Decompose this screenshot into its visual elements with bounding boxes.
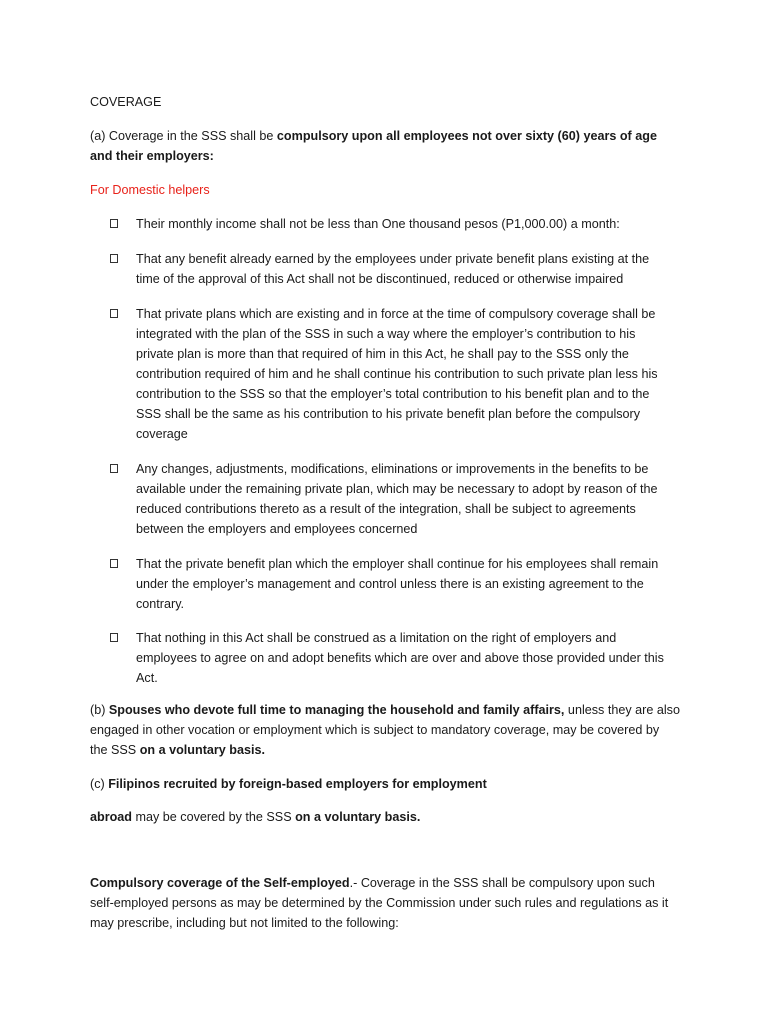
paragraph-abroad-text: may be covered by the SSS — [132, 810, 296, 824]
bullet-item: Their monthly income shall not be less than One thousand pesos (P1,000.00) a month: — [136, 217, 620, 231]
paragraph-abroad-voluntary: on a voluntary basis. — [295, 810, 421, 824]
paragraph-c — [90, 774, 680, 794]
paragraph-b — [90, 700, 680, 760]
paragraph-a-text: (a) Coverage in the SSS shall be — [90, 129, 277, 143]
paragraph-c-bold: Filipinos recruited by foreign-based employers for employment — [108, 777, 487, 791]
bullet-box-icon — [110, 254, 118, 263]
paragraph-a — [90, 126, 680, 166]
bullet-box-icon — [110, 309, 118, 318]
bullet-item: Any changes, adjustments, modifications, eliminations or improvements in the benefits to be available under the remaining private plan, which may be necessary to adopt by reason of the reduced contributions thereto as a result of the integration, shall be subject to agreements between the employers and employees concerned — [136, 462, 658, 536]
section-heading: COVERAGE — [90, 95, 162, 109]
paragraph-b-voluntary: on a voluntary basis. — [139, 743, 265, 757]
bullet-item: That private plans which are existing and in force at the time of compulsory coverage shall be integrated with the plan of the SSS in such a way where the employer’s contribution to his private plan is more than that required of him in this Act, he shall pay to the SSS only the contribution required of him and he shall continue his contribution to such private plan less his contribution to the SSS so that the employer’s total contribution to his benefit plan and to the SSS shall be the same as his contribution to his private benefit plan before the compulsory coverage — [136, 307, 658, 441]
paragraph-a-bold: compulsory upon all employees not over sixty (60) years of age and their employers: — [90, 129, 657, 163]
bullet-box-icon — [110, 559, 118, 568]
paragraph-b-bold: Spouses who devote full time to managing the household and family affairs, — [108, 703, 565, 717]
bullet-box-icon — [110, 633, 118, 642]
bullet-item: That any benefit already earned by the employees under private benefit plans existing at the time of the approval of this Act shall not be discontinued, reduced or otherwise impaired — [136, 252, 650, 286]
paragraph-self-employed — [90, 873, 680, 933]
paragraph-c-prefix: (c) — [90, 777, 109, 791]
domestic-helpers-subheading: For Domestic helpers — [90, 183, 210, 197]
bullet-item: That the private benefit plan which the employer shall continue for his employees shall remain under the employer’s management and control unless there is an existing agreement to the contrary. — [136, 557, 659, 611]
bullet-box-icon — [110, 219, 118, 228]
self-employed-heading: Compulsory coverage of the Self-employed — [90, 876, 350, 890]
paragraph-abroad-bold: abroad — [90, 810, 132, 824]
paragraph-b-text: unless they are also engaged in other vocation or employment which is subject to mandatory coverage, may be covered by the SSS — [90, 703, 680, 757]
paragraph-b-prefix: (b) — [90, 703, 109, 717]
bullet-box-icon — [110, 464, 118, 473]
self-employed-text: .- Coverage in the SSS shall be compulsory upon such self-employed persons as may be determined by the Commission under such rules and regulations as it may prescribe, including but not limited to the following: — [90, 876, 669, 930]
paragraph-abroad — [90, 807, 680, 827]
bullet-item: That nothing in this Act shall be construed as a limitation on the right of employers and employees to agree on and adopt benefits which are over and above those provided under this Act. — [136, 631, 664, 685]
